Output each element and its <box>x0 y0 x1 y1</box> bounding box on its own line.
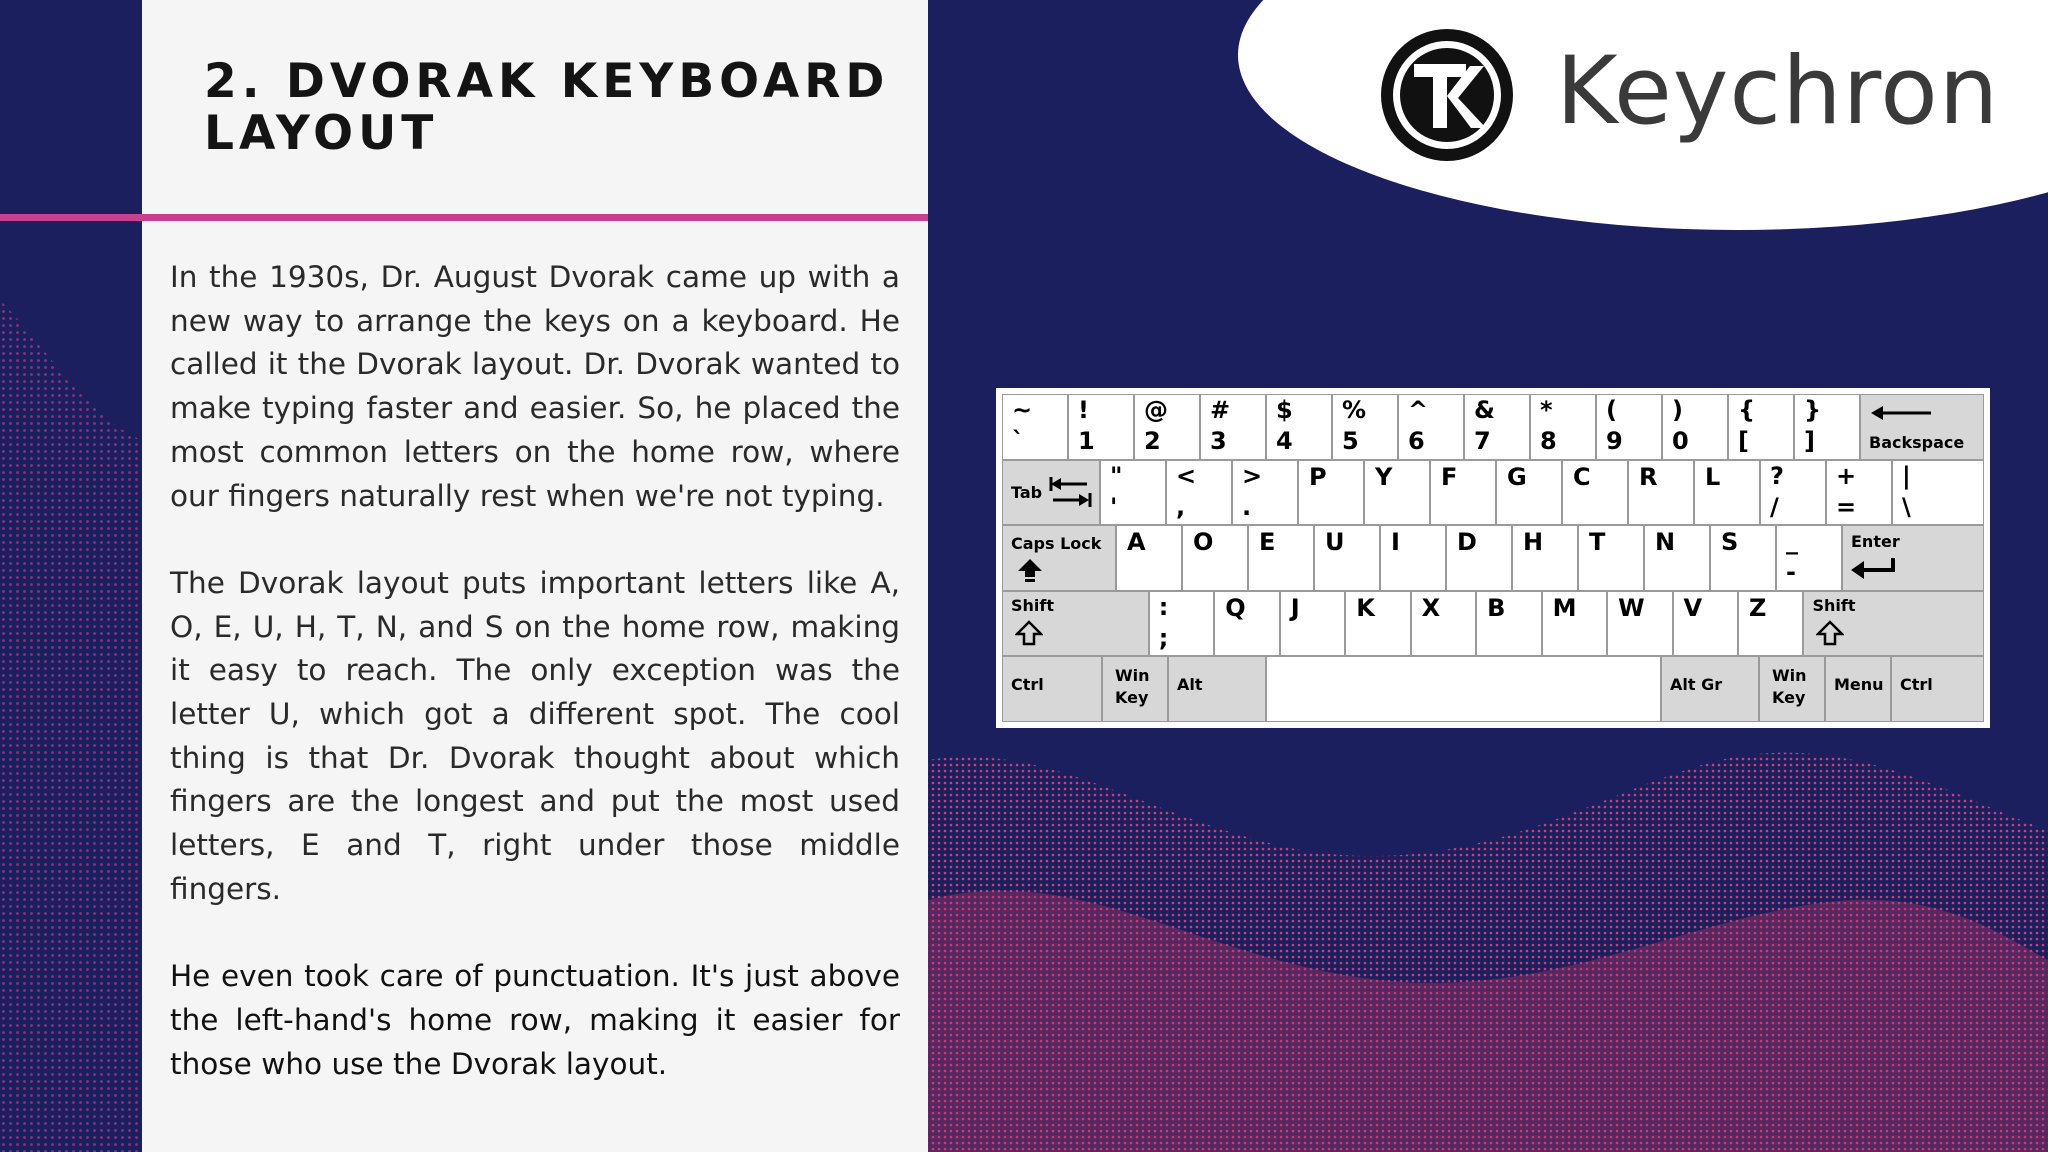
keyboard-row-4 <box>1002 591 1984 657</box>
key-win-right: Win Key <box>1759 656 1825 722</box>
keyboard-row-3 <box>1002 525 1984 591</box>
key-f: F <box>1430 460 1496 526</box>
key-open-brace: { [ <box>1728 394 1794 460</box>
enter-arrow-icon <box>1851 556 1897 580</box>
key-4: $ 4 <box>1266 394 1332 460</box>
key-e: E <box>1248 525 1314 591</box>
key-q: Q <box>1214 591 1279 657</box>
dvorak-keyboard-diagram <box>996 388 1990 728</box>
key-o: O <box>1182 525 1248 591</box>
key-h: H <box>1512 525 1578 591</box>
key-6: ^ 6 <box>1398 394 1464 460</box>
key-slash: ? / <box>1760 460 1826 526</box>
key-ctrl-right: Ctrl <box>1891 656 1984 722</box>
key-ctrl-left: Ctrl <box>1002 656 1102 722</box>
key-0: ) 0 <box>1662 394 1728 460</box>
key-alt-gr: Alt Gr <box>1661 656 1759 722</box>
key-close-brace: } ] <box>1794 394 1860 460</box>
key-equals: + = <box>1826 460 1892 526</box>
key-backspace: Backspace <box>1860 394 1984 460</box>
key-8: * 8 <box>1530 394 1596 460</box>
paragraph-2: The Dvorak layout puts important letters like A, O, E, U, H, T, N, and S on the home row, making it easy to reach. The only exception was the letter U, which got a different spot. The cool thing is that Dr. Dvorak thought about which fingers are the longest and put the most used letters, E and T, right under those middle fingers. <box>170 565 900 906</box>
shift-arrow-icon <box>1816 620 1844 646</box>
key-backslash: | \ <box>1892 460 1984 526</box>
key-period: > . <box>1232 460 1298 526</box>
keyboard-row-5 <box>1002 656 1984 722</box>
key-t: T <box>1578 525 1644 591</box>
key-r: R <box>1628 460 1694 526</box>
key-2: @ 2 <box>1134 394 1200 460</box>
key-5: % 5 <box>1332 394 1398 460</box>
slide-body <box>170 256 900 1130</box>
keyboard-row-1 <box>1002 394 1984 460</box>
key-d: D <box>1446 525 1512 591</box>
tab-arrows-icon <box>1047 475 1093 509</box>
key-alt: Alt <box>1168 656 1266 722</box>
caps-lock-arrow-icon <box>1017 558 1043 582</box>
slide-title: 2. DVORAK KEYBOARD LAYOUT <box>204 54 890 161</box>
key-quote: " ' <box>1100 460 1166 526</box>
key-tilde: ~ ` <box>1002 394 1068 460</box>
key-x: X <box>1411 591 1476 657</box>
key-b: B <box>1476 591 1541 657</box>
key-comma: < , <box>1166 460 1232 526</box>
key-shift-right: Shift <box>1803 591 1984 657</box>
key-i: I <box>1380 525 1446 591</box>
backspace-arrow-icon <box>1871 405 1933 421</box>
key-w: W <box>1607 591 1672 657</box>
key-caps-lock: Caps Lock <box>1002 525 1116 591</box>
key-enter: Enter <box>1842 525 1984 591</box>
key-m: M <box>1542 591 1607 657</box>
key-menu: Menu <box>1825 656 1891 722</box>
accent-divider <box>0 214 928 221</box>
key-c: C <box>1562 460 1628 526</box>
key-7: & 7 <box>1464 394 1530 460</box>
key-a: A <box>1116 525 1182 591</box>
key-u: U <box>1314 525 1380 591</box>
key-g: G <box>1496 460 1562 526</box>
key-1: ! 1 <box>1068 394 1134 460</box>
paragraph-1: In the 1930s, Dr. August Dvorak came up with a new way to arrange the keys on a keyboard. He called it the Dvorak layout. Dr. Dvorak wanted to make typing faster and easier. So, he placed the most common letters on the home row, where our fingers naturally rest when we're not typing. <box>170 260 900 513</box>
key-shift-left: Shift <box>1002 591 1149 657</box>
shift-arrow-icon <box>1015 620 1043 646</box>
key-v: V <box>1673 591 1738 657</box>
key-3: # 3 <box>1200 394 1266 460</box>
key-9: ( 9 <box>1596 394 1662 460</box>
key-win-left: Win Key <box>1102 656 1168 722</box>
key-l: L <box>1694 460 1760 526</box>
key-n: N <box>1644 525 1710 591</box>
key-s: S <box>1710 525 1776 591</box>
key-tab: Tab <box>1002 460 1100 526</box>
keychron-logo-icon <box>1378 26 1516 164</box>
key-p: P <box>1298 460 1364 526</box>
keyboard-row-2 <box>1002 460 1984 526</box>
key-k: K <box>1345 591 1410 657</box>
logo-wordmark: Keychron <box>1556 37 2000 146</box>
key-space <box>1266 656 1661 722</box>
paragraph-3: He even took care of punctuation. It's just above the left-hand's home row, making it easier for those who use the Dvorak layout. <box>170 959 900 1081</box>
key-y: Y <box>1364 460 1430 526</box>
key-dash: _ - <box>1776 525 1842 591</box>
key-z: Z <box>1738 591 1803 657</box>
key-semicolon: : ; <box>1149 591 1214 657</box>
key-j: J <box>1280 591 1345 657</box>
